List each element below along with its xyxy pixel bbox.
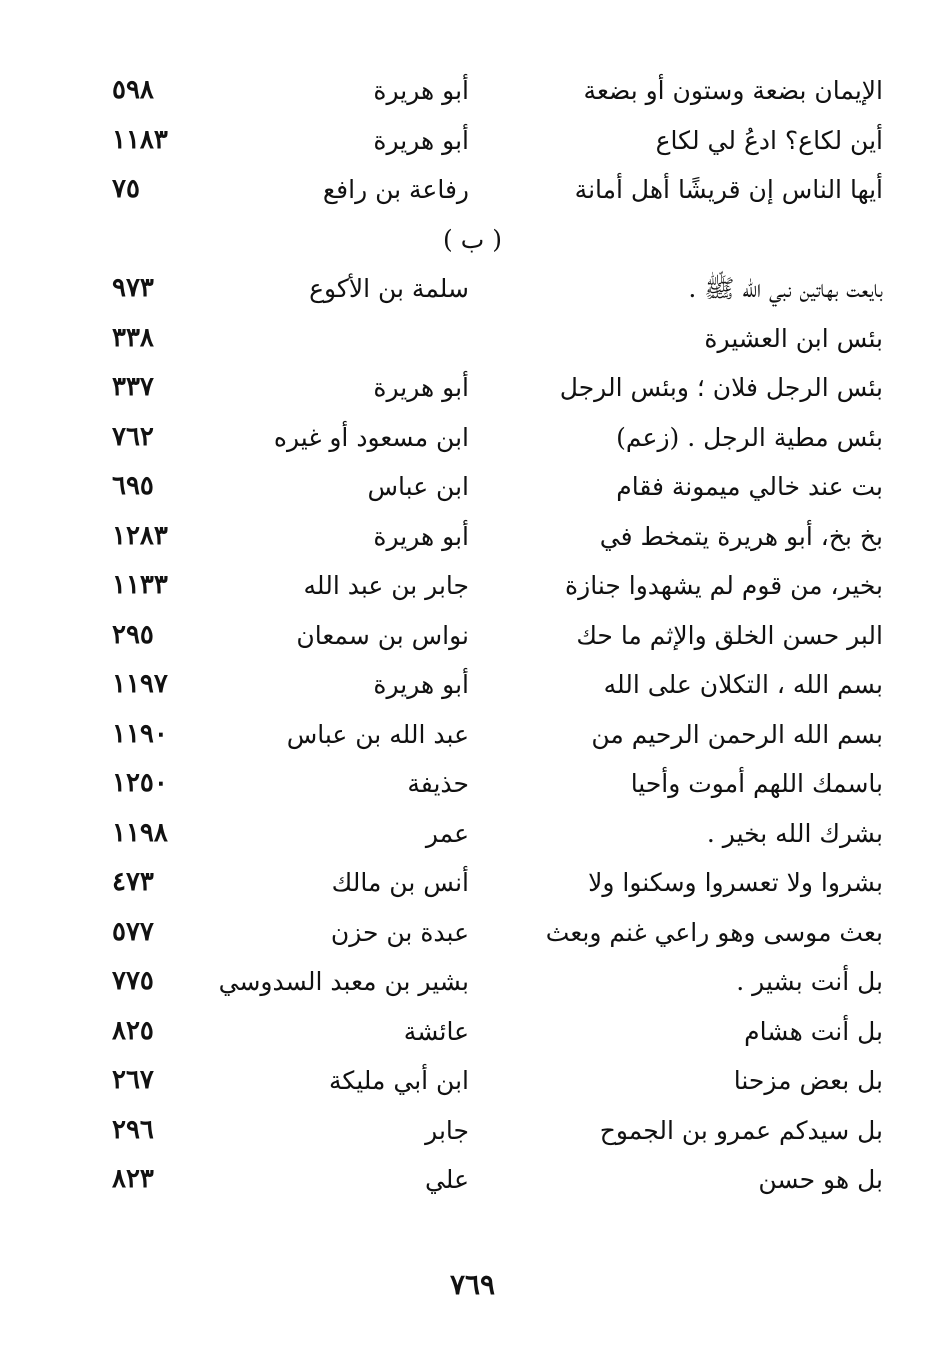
hadith-number: ٧٦٢ [112, 421, 154, 452]
index-entry [0, 561, 945, 611]
narrator-name: أنس بن مالك [331, 868, 469, 897]
narrator-name: ابن عباس [367, 472, 469, 501]
hadith-text: بخير، من قوم لم يشهدوا جنازة [565, 571, 883, 600]
index-entry [0, 809, 945, 859]
hadith-number: ٤٧٣ [112, 867, 154, 897]
section-header [0, 215, 945, 265]
hadith-number: ١٢٥٠ [112, 768, 168, 798]
hadith-index-list [0, 66, 945, 1205]
index-entry [0, 858, 945, 908]
index-entry [0, 512, 945, 562]
hadith-text: بشرك الله بخير . [706, 818, 883, 848]
hadith-number: ٥٧٧ [112, 916, 154, 947]
hadith-number: ٢٦٧ [112, 1065, 154, 1095]
hadith-text: الإيمان بضعة وستون أو بضعة [583, 76, 883, 105]
narrator-name: بشير بن معبد السدوسي [218, 967, 469, 996]
hadith-text: بل بعض مزحنا [733, 1066, 883, 1095]
hadith-number: ٦٩٥ [112, 471, 154, 501]
hadith-text: بل هو حسن [758, 1165, 883, 1194]
narrator-name: حذيفة [407, 769, 469, 798]
narrator-name: سلمة بن الأكوع [309, 274, 469, 303]
hadith-text: بل سيدكم عمرو بن الجموح [599, 1115, 883, 1145]
hadith-text: بل أنت بشير . [736, 967, 883, 996]
section-letter: ( ب ) [443, 224, 502, 254]
hadith-number: ٨٢٥ [112, 1015, 154, 1046]
hadith-text: بايعت بهاتين نبي الله ﷺ . [688, 274, 883, 303]
index-entry [0, 264, 945, 314]
index-entry [0, 66, 945, 116]
hadith-text: بسم الله الرحمن الرحيم من [591, 719, 883, 749]
hadith-text: البر حسن الخلق والإثم ما حك [576, 620, 883, 650]
hadith-text: بئس الرجل فلان ؛ وبئس الرجل [559, 373, 883, 402]
index-entry [0, 908, 945, 958]
index-entry [0, 413, 945, 463]
hadith-number: ٧٧٥ [112, 966, 154, 996]
index-entry [0, 710, 945, 760]
narrator-name: أبو هريرة [373, 670, 469, 699]
hadith-number: ١١٩٠ [112, 718, 168, 749]
index-entry [0, 1106, 945, 1156]
hadith-number: ١١٩٧ [112, 669, 168, 699]
hadith-number: ٩٧٣ [112, 273, 154, 303]
hadith-text: بسم الله ، التكلان على الله [603, 670, 883, 699]
narrator-name: ابن مسعود أو غيره [273, 422, 469, 452]
narrator-name: جابر [425, 1115, 469, 1145]
index-entry [0, 462, 945, 512]
index-entry [0, 116, 945, 166]
hadith-number: ١١٩٨ [112, 817, 168, 848]
narrator-name: أبو هريرة [373, 521, 469, 551]
hadith-text: باسمك اللهم أموت وأحيا [630, 769, 883, 798]
index-entry [0, 165, 945, 215]
narrator-name: عائشة [403, 1016, 469, 1046]
index-entry [0, 314, 945, 364]
hadith-text: بل أنت هشام [744, 1016, 883, 1046]
hadith-text: بئس مطية الرجل . (زعم) [616, 422, 883, 452]
narrator-name: أبو هريرة [373, 76, 469, 105]
narrator-name: عبدة بن حزن [330, 917, 469, 947]
index-entry [0, 1155, 945, 1205]
index-entry [0, 957, 945, 1007]
hadith-number: ٣٣٨ [112, 322, 154, 353]
hadith-number: ١١٣٣ [112, 570, 168, 600]
hadith-text: بشروا ولا تعسروا وسكنوا ولا [588, 868, 883, 897]
narrator-name: ابن أبي مليكة [329, 1066, 469, 1095]
narrator-name: رفاعة بن رافع [322, 175, 469, 204]
index-entry [0, 611, 945, 661]
hadith-number: ٣٣٧ [112, 372, 154, 402]
narrator-name: نواس بن سمعان [296, 620, 469, 650]
narrator-name: أبو هريرة [373, 373, 469, 402]
hadith-text: أيها الناس إن قريشًا أهل أمانة [574, 175, 883, 204]
index-entry [0, 363, 945, 413]
hadith-number: ٢٩٦ [112, 1114, 154, 1145]
index-entry [0, 1056, 945, 1106]
index-entry [0, 759, 945, 809]
hadith-number: ١٢٨٣ [112, 520, 168, 551]
hadith-text: بخ بخ، أبو هريرة يتمخط في [599, 521, 883, 551]
narrator-name: أبو هريرة [373, 125, 469, 155]
page-number: ٧٦٩ [449, 1268, 496, 1301]
narrator-name: علي [424, 1165, 469, 1194]
narrator-name: عمر [425, 818, 469, 848]
hadith-number: ٧٥ [112, 174, 140, 204]
hadith-text: بت عند خالي ميمونة فقام [616, 472, 883, 501]
hadith-text: بعث موسى وهو راعي غنم وبعث [545, 917, 883, 947]
narrator-name: جابر بن عبد الله [303, 571, 469, 600]
hadith-text: بئس ابن العشيرة [704, 323, 883, 353]
hadith-number: ٥٩٨ [112, 75, 154, 105]
index-entry [0, 660, 945, 710]
hadith-text: أين لكاع؟ ادعُ لي لكاع [655, 125, 883, 155]
index-entry [0, 1007, 945, 1057]
hadith-number: ٢٩٥ [112, 619, 154, 650]
narrator-name: عبد الله بن عباس [286, 719, 469, 749]
hadith-number: ١١٨٣ [112, 124, 168, 155]
hadith-number: ٨٢٣ [112, 1164, 154, 1194]
